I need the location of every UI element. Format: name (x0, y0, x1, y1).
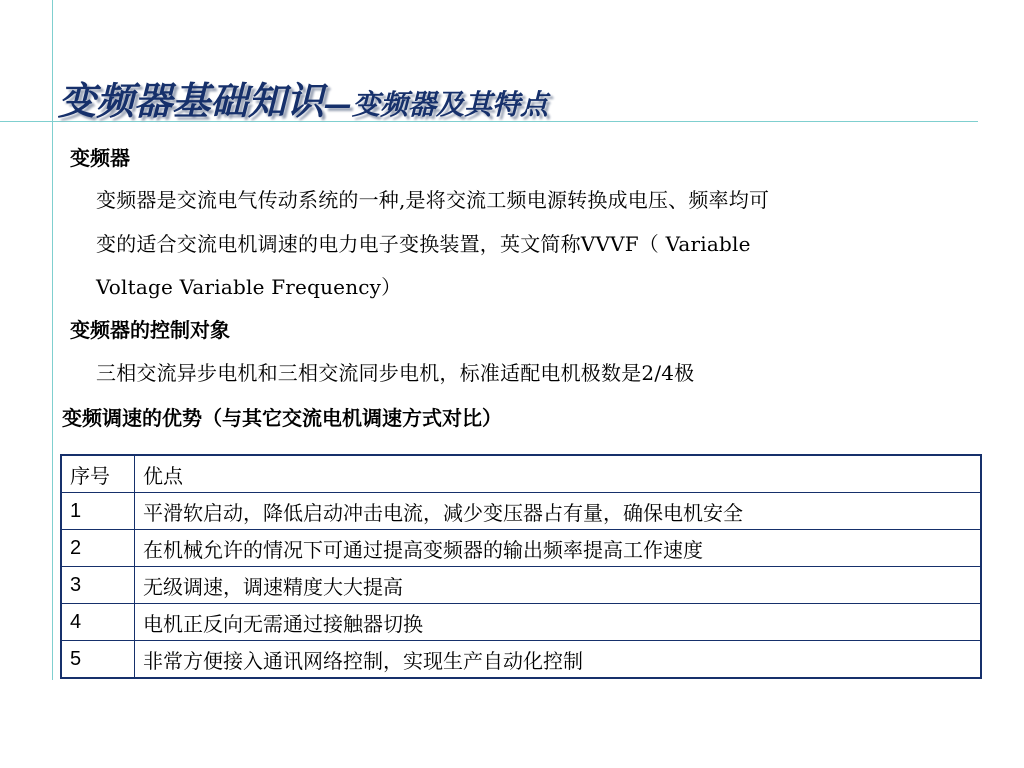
advantages-table (60, 454, 982, 679)
table-header-cell: 优点 (135, 455, 982, 493)
table-header-cell: 序号 (61, 455, 135, 493)
table-cell-number: 5 (61, 641, 135, 679)
title-dash: — (324, 88, 353, 121)
table-cell-number: 4 (61, 604, 135, 641)
table-row (61, 641, 981, 679)
table-cell-text: 在机械允许的情况下可通过提高变频器的输出频率提高工作速度 (135, 530, 982, 567)
table-row (61, 567, 981, 604)
table-cell-text: 无级调速，调速精度大大提高 (135, 567, 982, 604)
title-sub: 变频器及其特点 (352, 88, 549, 121)
section-heading-inverter: 变频器 (70, 146, 130, 170)
slide-title (58, 70, 548, 125)
table-cell-number: 2 (61, 530, 135, 567)
section-text-line: 变频器是交流电气传动系统的一种,是将交流工频电源转换成电压、频率均可 (96, 188, 770, 212)
table-row (61, 493, 981, 530)
table-row (61, 530, 981, 567)
table-header-row (61, 455, 981, 493)
section-text-line: Voltage Variable Frequency） (96, 275, 402, 299)
section-heading-advantages: 变频调速的优势（与其它交流电机调速方式对比） (62, 406, 502, 430)
section-text-line: 三相交流异步电机和三相交流同步电机，标准适配电机极数是2/4极 (96, 361, 695, 385)
vertical-rule (52, 0, 53, 680)
table-cell-text: 电机正反向无需通过接触器切换 (135, 604, 982, 641)
table-cell-text: 平滑软启动，降低启动冲击电流，减少变压器占有量，确保电机安全 (135, 493, 982, 530)
section-heading-control-object: 变频器的控制对象 (70, 318, 230, 342)
table-cell-number: 3 (61, 567, 135, 604)
section-text-line: 变的适合交流电机调速的电力电子变换装置，英文简称VVVF（ Variable (96, 232, 751, 256)
table-cell-number: 1 (61, 493, 135, 530)
title-main: 变频器基础知识 (58, 79, 325, 123)
table-cell-text: 非常方便接入通讯网络控制，实现生产自动化控制 (135, 641, 982, 679)
table-row (61, 604, 981, 641)
